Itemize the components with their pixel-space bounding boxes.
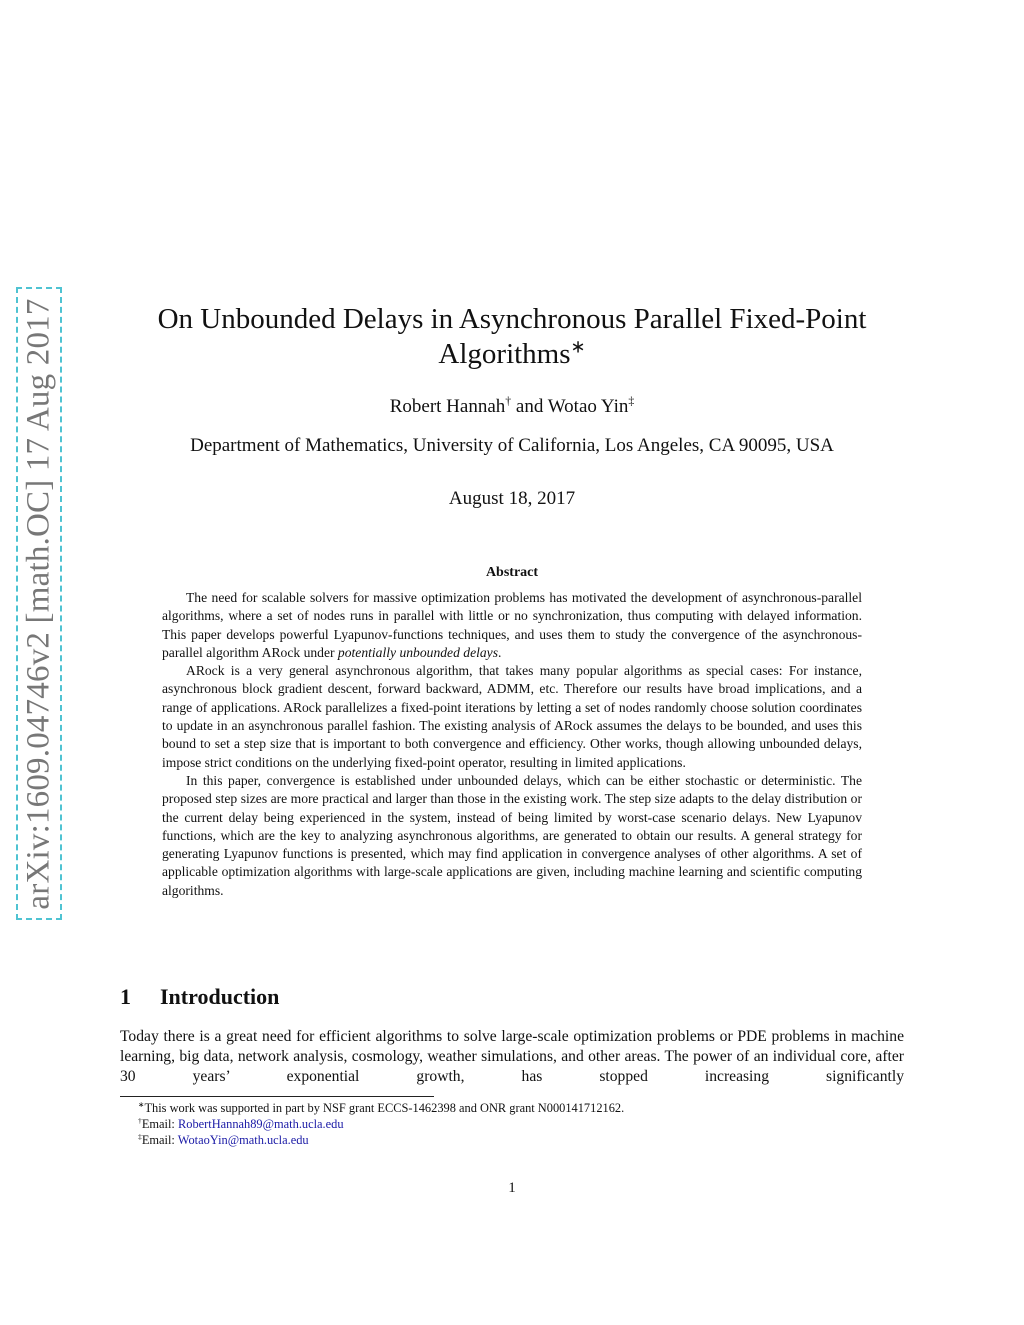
section-number: 1 [120, 984, 131, 1009]
abstract-paragraph-1: The need for scalable solvers for massive optimization problems has motivated the development of asynchronous-parallel algorithms, where a set of nodes runs in parallel with little or no synchronization, thus computing with delayed information. This paper develops powerful Lyapunov-functions techniques, and uses them to study the convergence of the asynchronous-parallel algorithm ARock under potentially unbounded delays. [162, 590, 862, 660]
footnotes [138, 1100, 624, 1148]
abstract-heading: Abstract [485, 565, 539, 580]
footnote-2: †Email: RobertHannah89@math.ucla.edu [138, 1115, 344, 1131]
arxiv-stamp [16, 287, 62, 920]
abstract-emphasis: potentially unbounded delays [337, 644, 498, 660]
arxiv-stamp-text: arXiv:1609.04746v2 [math.OC] 17 Aug 2017 [20, 297, 57, 910]
author-2-mark: ‡ [628, 394, 635, 408]
abstract-paragraph-3: In this paper, convergence is established under unbounded delays, which can be either stochastic or deterministic. The proposed step sizes are more practical and larger than those in the existing work. The step size adapts to the delay distribution or the current delay being experienced in the system, instead of being limited by worst-case scenario delays. New Lyapunov functions, which are the key to analyzing asynchronous algorithms, are generated to obtain our results. A general strategy for generating Lyapunov functions is presented, which may find application in convergence analyses of other algorithms. A set of applicable optimization algorithms with large-scale applications are given, including machine learning and scientific computing algorithms. [162, 772, 862, 898]
introduction-paragraph: Today there is a great need for efficient algorithms to solve large-scale optimization problems or PDE problems in machine learning, big data, network analysis, cosmology, weather simulations, and other areas. The power of an individual core, after 30 years’ exponential growth, has stopped increasing significantly [120, 1028, 904, 1085]
affiliation: Department of Mathematics, University of California, Los Angeles, CA 90095, USA [190, 435, 834, 456]
author-1: Robert Hannah [389, 396, 506, 417]
page-number: 1 [508, 1180, 516, 1196]
footnote-rule [120, 1096, 434, 1097]
paper-title [120, 302, 904, 372]
abstract-body [162, 589, 862, 900]
abstract-paragraph-2: ARock is a very general asynchronous algorithm, that takes many popular algorithms as special cases: For instance, asynchronous block gradient descent, forward backward, ADMM, etc. Therefore our results have broad implications, and a range of applications. ARock parallelizes a fixed-point iterations by letting a set of nodes randomly choose solution coordinates to update in an asynchronous parallel fashion. The existing analysis of ARock assumes the delays to be bounded, and uses this bound to set a step size that is important to both convergence and efficiency. Other works, though allowing unbounded delays, impose strict conditions on the underlying fixed-point operator, resulting in limited applications. [162, 663, 862, 770]
author-2: Wotao Yin [547, 396, 629, 417]
title-line-1: On Unbounded Delays in Asynchronous Parallel Fixed-Point [157, 303, 867, 335]
title-line-2: Algorithms [438, 338, 571, 370]
section-heading-introduction [120, 984, 279, 1010]
footnote-1: ∗This work was supported in part by NSF grant ECCS-1462398 and ONR grant N000141712162. [138, 1099, 625, 1115]
paper-date: August 18, 2017 [448, 488, 576, 509]
author-list [120, 396, 904, 418]
email-link-yin[interactable]: WotaoYin@math.ucla.edu [177, 1133, 309, 1147]
footnote-3: ‡Email: WotaoYin@math.ucla.edu [138, 1131, 309, 1147]
title-footnote-mark: ∗ [570, 336, 586, 357]
author-1-mark: † [505, 394, 512, 408]
email-link-hannah[interactable]: RobertHannah89@math.ucla.edu [177, 1117, 344, 1131]
author-joiner: and [511, 396, 548, 417]
section-title: Introduction [160, 984, 280, 1009]
